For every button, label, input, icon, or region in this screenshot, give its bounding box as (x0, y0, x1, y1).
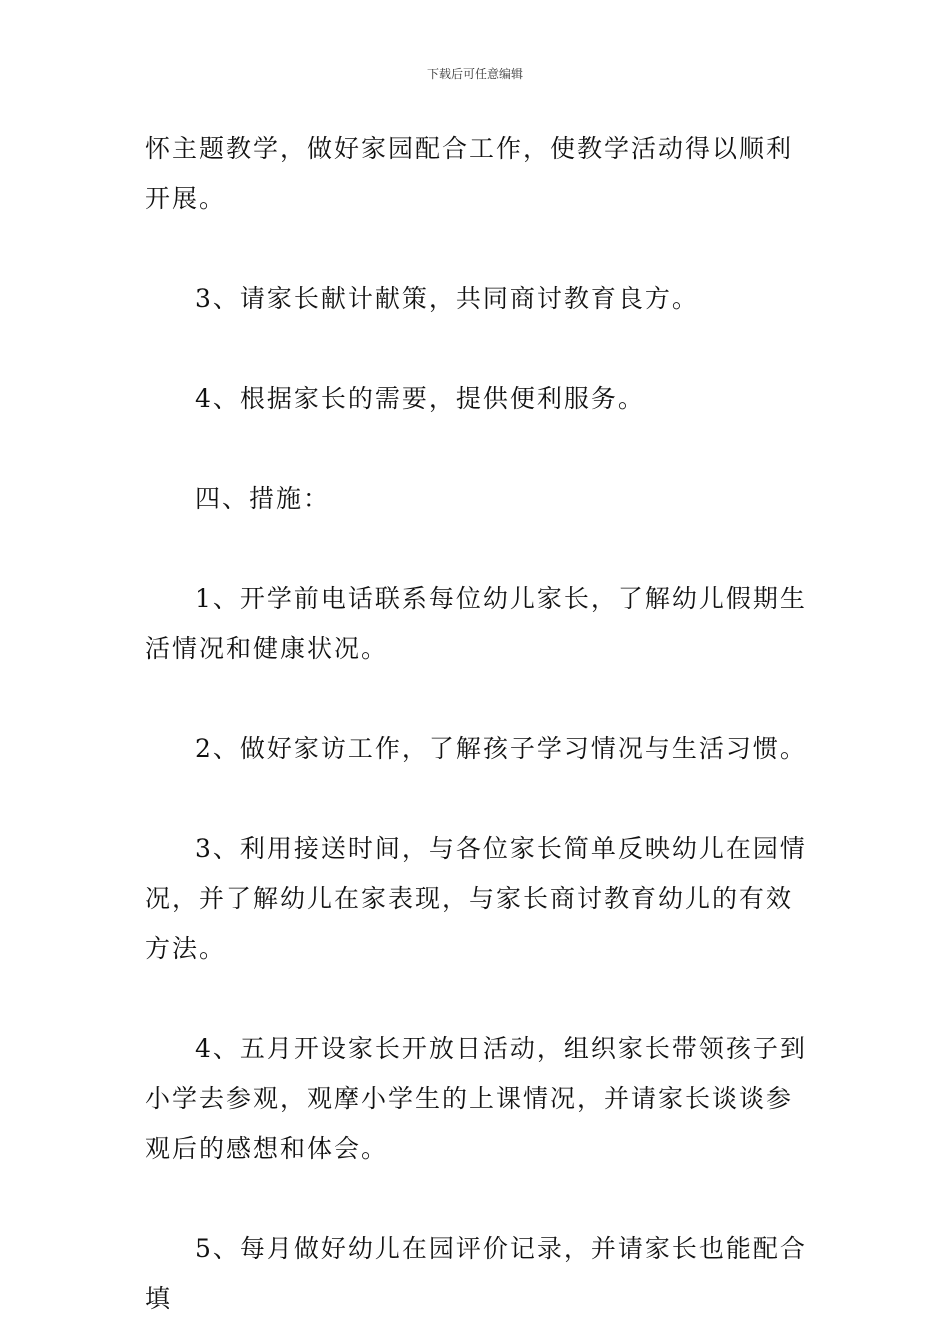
paragraph: 怀主题教学，做好家园配合工作，使教学活动得以顺利开展。 (145, 134, 794, 213)
paragraph: 4、根据家长的需要，提供便利服务。 (195, 384, 645, 413)
paragraph: 3、请家长献计献策，共同商讨教育良方。 (195, 284, 699, 313)
paragraph: 1、开学前电话联系每位幼儿家长，了解幼儿假期生活情况和健康状况。 (145, 584, 807, 663)
paragraph: 3、利用接送时间，与各位家长简单反映幼儿在园情况，并了解幼儿在家表现，与家长商讨教育幼儿的有效方法。 (145, 834, 807, 963)
paragraph: 5、每月做好幼儿在园评价记录，并请家长也能配合填 (145, 1234, 807, 1313)
paragraph: 4、五月开设家长开放日活动，组织家长带领孩子到小学去参观，观摩小学生的上课情况，并请家长谈谈参观后的感想和体会。 (145, 1034, 807, 1163)
paragraph: 2、做好家访工作，了解孩子学习情况与生活习惯。 (195, 734, 807, 763)
section-heading: 四、措施： (195, 484, 331, 513)
page-header: 下载后可任意编辑 (426, 67, 523, 81)
document-body (145, 124, 817, 1324)
